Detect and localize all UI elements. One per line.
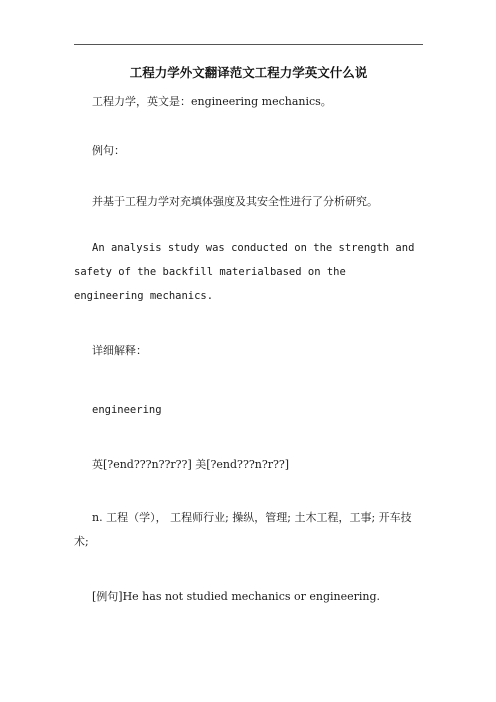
document-title: 工程力学外文翻译范文工程力学英文什么说 <box>129 65 368 80</box>
paragraph-headword: engineering <box>92 404 162 416</box>
header-rule <box>74 44 423 45</box>
paragraph-example-sentence: [例句]He has not studied mechanics or engineering. <box>92 590 381 603</box>
paragraph-pronunciation: 英[?end???n??r??] 美[?end???n?r??] <box>92 458 290 471</box>
paragraph-example-label: 例句： <box>92 144 125 157</box>
paragraph-detail-label: 详细解释： <box>92 344 147 357</box>
paragraph-example-chinese: 并基于工程力学对充填体强度及其安全性进行了分析研究。 <box>92 195 378 208</box>
paragraph-definition: 工程力学，英文是：engineering mechanics。 <box>92 95 332 108</box>
paragraph-example-english: An analysis study was conducted on the strength and safety of the backfill materialbased on the engineering mechanics. <box>74 242 415 302</box>
paragraph-noun-senses: n. 工程（学）， 工程师行业; 操纵，管理; 土木工程，工事; 开车技术; <box>74 511 412 548</box>
